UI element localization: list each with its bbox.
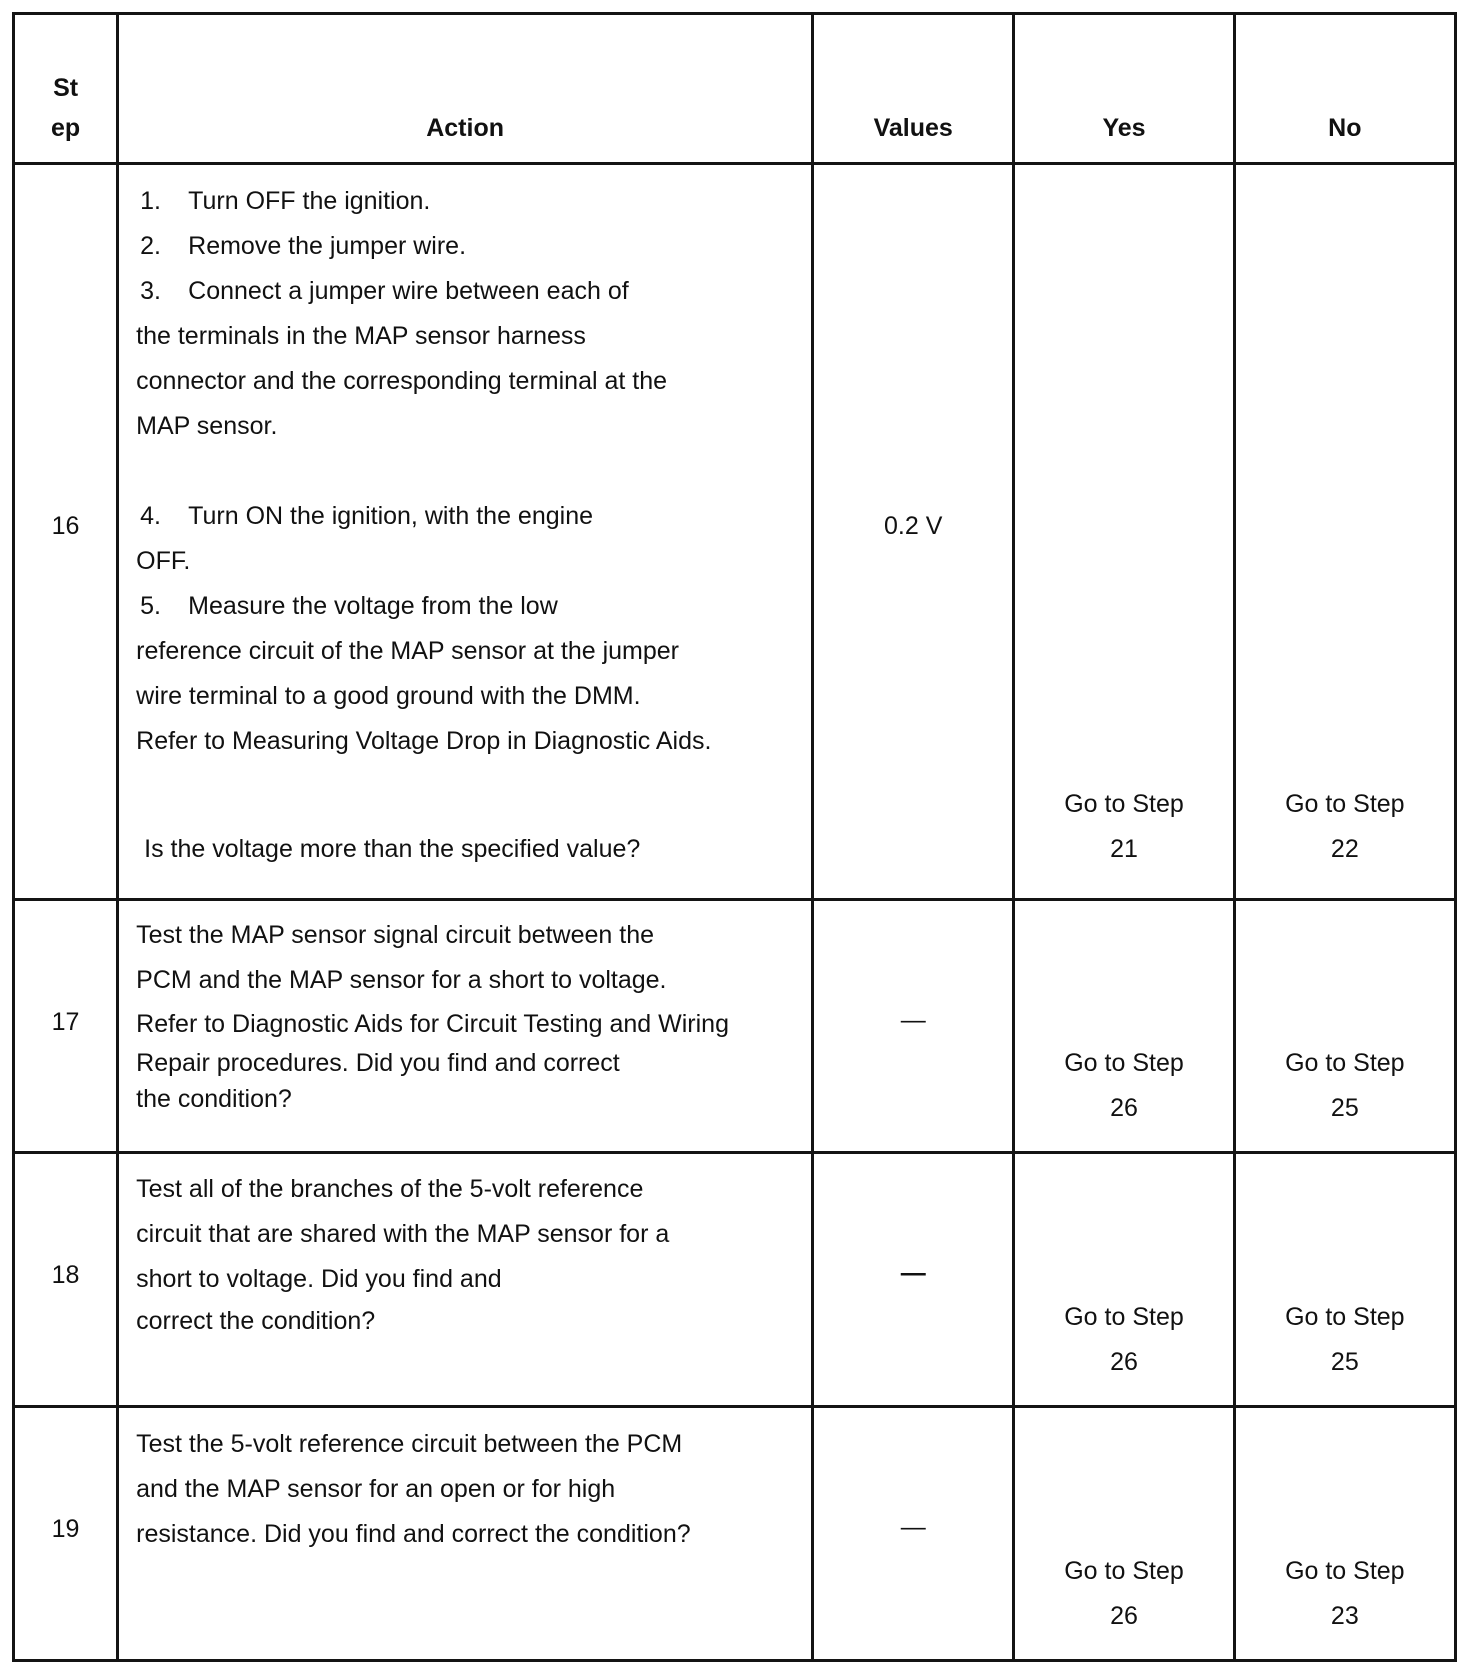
- step-cell: [14, 1153, 118, 1407]
- action-text: reference circuit of the MAP sensor at the jumper: [136, 637, 679, 665]
- value-text: —: [900, 1006, 926, 1034]
- action-text: Refer to Diagnostic Aids for Circuit Testing and Wiring: [136, 1010, 729, 1038]
- action-cell: [118, 164, 813, 900]
- values-cell: [813, 1153, 1014, 1407]
- action-text: Test all of the branches of the 5-volt reference: [136, 1175, 644, 1203]
- yes-cell: [1014, 1407, 1234, 1661]
- no-cell: [1234, 900, 1455, 1153]
- header-yes: [1014, 14, 1234, 164]
- no-cell: [1234, 1153, 1455, 1407]
- values-cell: [813, 1407, 1014, 1661]
- header-values: [813, 14, 1014, 164]
- step-cell: [14, 900, 118, 1153]
- value-text: —: [900, 1259, 926, 1287]
- step-number: 19: [51, 1515, 80, 1543]
- list-item: 1. Turn OFF the ignition.: [140, 187, 431, 215]
- action-question: Is the voltage more than the specified value?: [144, 835, 641, 863]
- action-text: connector and the corresponding terminal at the: [136, 367, 668, 395]
- step-number: 17: [51, 1008, 80, 1036]
- no-goto-label: Go to Step: [1285, 1557, 1405, 1585]
- no-goto-step: 25: [1330, 1094, 1359, 1122]
- step-cell: [14, 1407, 118, 1661]
- action-text: Refer to Measuring Voltage Drop in Diagnostic Aids.: [136, 727, 712, 755]
- action-cell: [118, 1407, 813, 1661]
- yes-goto-step: 26: [1110, 1602, 1138, 1630]
- no-cell: [1234, 1407, 1455, 1661]
- no-goto-label: Go to Step: [1285, 1049, 1405, 1077]
- header-yes-label: Yes: [1102, 114, 1146, 142]
- values-cell: [813, 164, 1014, 900]
- action-text: the terminals in the MAP sensor harness: [136, 322, 586, 350]
- action-text: PCM and the MAP sensor for a short to voltage.: [136, 966, 667, 994]
- yes-goto-step: 26: [1110, 1094, 1138, 1122]
- yes-cell: [1014, 900, 1234, 1153]
- action-text: wire terminal to a good ground with the DMM.: [136, 682, 641, 710]
- no-goto-label: Go to Step: [1285, 1303, 1405, 1331]
- header-row: [14, 14, 1456, 164]
- yes-cell: [1014, 1153, 1234, 1407]
- value-text: —: [900, 1513, 926, 1541]
- yes-goto-label: Go to Step: [1064, 790, 1184, 818]
- action-text: short to voltage. Did you find and: [136, 1265, 502, 1293]
- yes-goto-step: 21: [1110, 835, 1138, 863]
- yes-goto-label: Go to Step: [1064, 1049, 1184, 1077]
- action-text: Repair procedures. Did you find and correct: [136, 1049, 620, 1077]
- table-row: [14, 164, 1456, 900]
- diagnostic-table: [12, 12, 1457, 1662]
- header-step-line1: St: [53, 74, 79, 102]
- action-text: circuit that are shared with the MAP sensor for a: [136, 1220, 670, 1248]
- action-cell: [118, 1153, 813, 1407]
- header-no: [1234, 14, 1455, 164]
- action-text: the condition?: [136, 1085, 292, 1113]
- action-text: correct the condition?: [136, 1307, 376, 1335]
- action-text: MAP sensor.: [136, 412, 278, 440]
- yes-goto-label: Go to Step: [1064, 1557, 1184, 1585]
- values-cell: [813, 900, 1014, 1153]
- action-text: resistance. Did you find and correct the condition?: [136, 1520, 691, 1548]
- header-values-label: Values: [873, 114, 953, 142]
- yes-goto-step: 26: [1110, 1348, 1138, 1376]
- header-step-line2: ep: [50, 114, 81, 142]
- list-item: 3. Connect a jumper wire between each of: [140, 277, 629, 305]
- action-text: and the MAP sensor for an open or for high: [136, 1475, 616, 1503]
- step-number: 16: [51, 512, 80, 540]
- list-item: 2. Remove the jumper wire.: [140, 232, 467, 260]
- step-number: 18: [51, 1261, 80, 1289]
- list-item: 4. Turn ON the ignition, with the engine: [140, 502, 593, 530]
- header-action-label: Action: [426, 114, 504, 142]
- action-text: Test the MAP sensor signal circuit between the: [136, 921, 654, 949]
- no-goto-step: 23: [1330, 1602, 1359, 1630]
- yes-cell: [1014, 164, 1234, 900]
- header-no-label: No: [1328, 114, 1362, 142]
- table-row: [14, 1153, 1456, 1407]
- no-goto-label: Go to Step: [1285, 790, 1405, 818]
- action-text: OFF.: [136, 547, 191, 575]
- table-row: [14, 1407, 1456, 1661]
- no-goto-step: 25: [1330, 1348, 1359, 1376]
- list-item: 5. Measure the voltage from the low: [140, 592, 558, 620]
- step-cell: [14, 164, 118, 900]
- action-cell: [118, 900, 813, 1153]
- header-action: [118, 14, 813, 164]
- value-text: 0.2 V: [884, 512, 943, 540]
- yes-goto-label: Go to Step: [1064, 1303, 1184, 1331]
- header-step: [14, 14, 118, 164]
- table-row: [14, 900, 1456, 1153]
- no-cell: [1234, 164, 1455, 900]
- no-goto-step: 22: [1330, 835, 1359, 863]
- action-text: Test the 5-volt reference circuit between the PCM: [136, 1430, 683, 1458]
